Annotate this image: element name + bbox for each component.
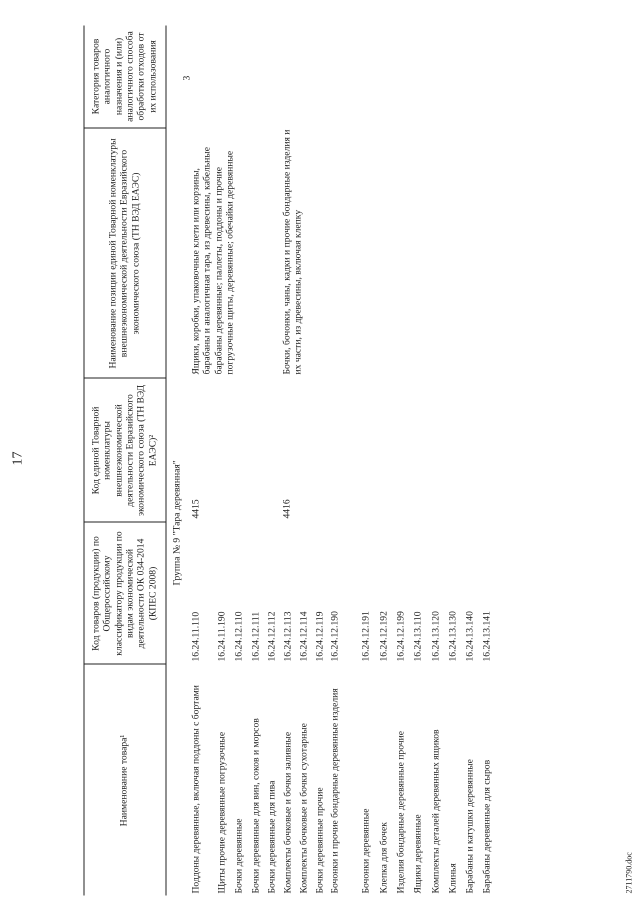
header-category: Категория товаров аналогичного назначения и (или) аналогичного способа обработки отходов от их использования [89,30,158,122]
table-row-code: 16.24.12.113 [282,610,293,661]
table-row-code: 16.24.13.130 [447,610,458,661]
tnved-code: 4415 [190,498,201,518]
document-footer: 2711790.doc [624,851,633,893]
header-tnved-code: Код единой Товарной номенклатуры внешнеэкономической деятельности Евразийского экономического союза (ТН ВЭД ЕАЭС)² [89,384,158,516]
table-row-code: 16.24.12.190 [329,610,340,661]
table-row-name: Барабаны деревянные для сыров [481,759,492,893]
header-okpd-code: Код товаров (продукции) по Общероссийскому классификатору продукции по видам экономической деятельности ОК 034-2014 (КПЕС 2008) [89,530,158,656]
table-row-code: 16.24.12.112 [266,610,277,661]
table-row-code: 16.24.13.140 [464,610,475,661]
table-row-name: Комплекты бочковые и бочки заливные [282,731,293,893]
table-row-code: 16.24.13.110 [412,610,423,661]
table-row-code: 16.24.12.192 [378,610,389,661]
table-row-code: 16.24.11.110 [190,611,201,661]
table-row-name: Изделия бондарные деревянные прочие [395,730,406,893]
table-row-name: Бочки деревянные прочие [314,786,325,893]
table-row-code: 16.24.12.119 [314,610,325,661]
page-number: 17 [10,451,25,465]
table-row-name: Бочки деревянные для вин, соков и морсов [250,717,261,893]
column-divider [83,127,165,128]
table-row-name: Бочки деревянные [233,817,244,893]
table-top-rule [83,25,84,895]
table-row-name: Ящики деревянные [412,813,423,893]
group-category: 3 [181,75,192,80]
tnved-code: 4416 [281,498,292,518]
table-row-name: Щиты прочие деревянные погрузочные [216,731,227,893]
table-row-code: 16.24.11.190 [216,610,227,661]
table-row-code: 16.24.13.141 [481,610,492,661]
table-row-name: Бочонки и прочие бондарные деревянные изделия [329,687,340,893]
tnved-name: Бочки, бочонки, чаны, кадки и прочие бондарные изделия и их части, из древесины, включая клепку [281,129,304,374]
table-row-code: 16.24.12.114 [298,610,309,661]
table-row-name: Бочки деревянные для пива [266,780,277,893]
column-divider [83,521,165,522]
table-row-name: Барабаны и катушки деревянные [464,758,475,893]
table-row-name: Поддоны деревянные, включая поддоны с бортами [190,684,201,893]
table-row-name: Клепка для бочек [378,821,389,893]
table-row-name: Клинья [447,862,458,893]
table-row-code: 16.24.13.120 [430,610,441,661]
tnved-name: Ящики, коробки, упаковочные клети или корзины, барабаны и аналогичная тара, из древесины, кабельные барабаны деревянные; паллеты, поддоны и прочие погрузочные щиты, деревянные; обечайки деревянные [190,146,236,374]
table-row-name: Комплекты деталей деревянных ящиков [430,728,441,893]
header-tnved-name: Наименование позиции единой Товарной номенклатуры внешнеэкономической деятельности Евразийского экономического союза (ТН ВЭД ЕАЭС) [106,137,141,369]
table-row-code: 16.24.12.199 [395,610,406,661]
table-row-name: Комплекты бочковые и бочки сухотарные [298,722,309,893]
table-row-code: 16.24.12.191 [360,610,371,661]
column-divider [83,377,165,378]
table-row-code: 16.24.12.110 [233,610,244,661]
table-row-name: Бочонки деревянные [360,808,371,893]
column-divider [83,663,165,664]
table-row-code: 16.24.12.111 [250,611,261,661]
table-header-rule [165,25,166,895]
group-title: Группа № 9 "Тара деревянная" [171,459,182,585]
header-name: Наименование товара¹ [118,734,130,826]
